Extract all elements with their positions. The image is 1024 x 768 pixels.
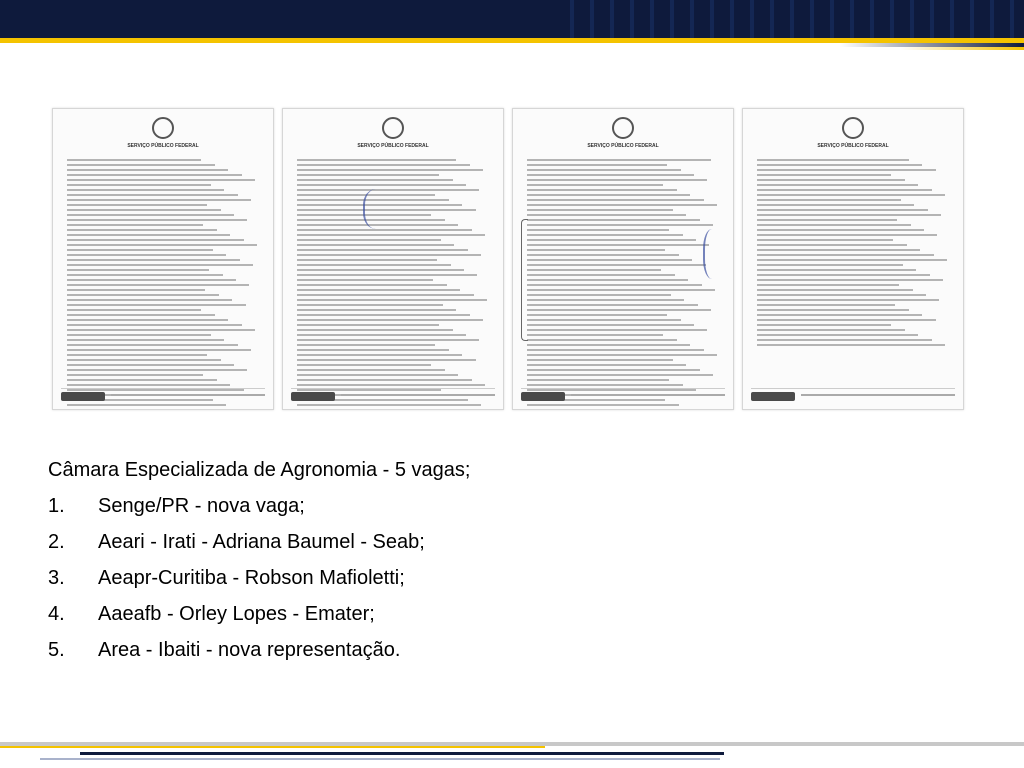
scan-text-line	[297, 304, 443, 306]
scan-text-line	[297, 174, 439, 176]
scanned-page-2	[282, 108, 504, 410]
scan-text-line	[527, 164, 667, 166]
list-item	[48, 560, 948, 596]
bottom-navy-line-light	[40, 758, 720, 760]
scan-text-line	[67, 164, 215, 166]
scan-text-line	[527, 159, 711, 161]
scan-text-line	[527, 329, 707, 331]
scan-text-line	[757, 224, 911, 226]
scan-text-line	[757, 299, 939, 301]
scan-text-line	[527, 304, 698, 306]
scan-text-line	[67, 209, 221, 211]
scan-text-line	[297, 409, 437, 410]
seal-icon	[382, 117, 404, 139]
scan-text-line	[297, 254, 481, 256]
list-number: 4.	[48, 603, 65, 625]
scan-text-line	[527, 194, 690, 196]
bottom-gold-line	[0, 746, 545, 748]
scan-text-line	[527, 199, 704, 201]
scan-text-line	[297, 264, 451, 266]
scan-text-line	[527, 354, 717, 356]
scan-text-line	[67, 169, 228, 171]
scan-header: SERVIÇO PÚBLICO FEDERAL	[817, 143, 889, 149]
scan-text-line	[297, 329, 453, 331]
scan-header: SERVIÇO PÚBLICO FEDERAL	[357, 143, 429, 149]
scan-text-line	[757, 184, 918, 186]
scan-text-line	[67, 249, 213, 251]
bottom-navy-line	[80, 752, 724, 755]
scan-text-line	[527, 234, 683, 236]
scan-text-line	[527, 364, 686, 366]
scan-text-line	[527, 259, 692, 261]
scan-text-line	[757, 179, 905, 181]
scan-text-line	[67, 189, 224, 191]
crea-logo-icon	[61, 392, 105, 401]
scan-text-line	[527, 359, 673, 361]
scan-text-line	[67, 284, 249, 286]
scan-text-line	[527, 379, 669, 381]
scan-text-line	[527, 404, 679, 406]
scan-text-line	[297, 159, 456, 161]
scan-text-line	[757, 204, 914, 206]
scan-text-line	[67, 279, 236, 281]
scan-text-line	[757, 264, 903, 266]
scan-text-line	[67, 264, 253, 266]
scan-text-line	[527, 244, 709, 246]
scan-text-line	[527, 409, 692, 410]
scan-text-line	[527, 369, 700, 371]
scan-text-line	[67, 294, 219, 296]
scan-text-line	[67, 274, 223, 276]
scan-header: SERVIÇO PÚBLICO FEDERAL	[127, 143, 199, 149]
scan-text-line	[527, 189, 677, 191]
scan-text-line	[67, 174, 242, 176]
scan-text-line	[527, 239, 696, 241]
scan-text-line	[297, 284, 447, 286]
scan-text-line	[527, 309, 711, 311]
scan-text-line	[757, 209, 928, 211]
scan-text-line	[67, 384, 230, 386]
scan-text-line	[297, 354, 462, 356]
scan-text-line	[527, 334, 663, 336]
scan-text-line	[527, 279, 688, 281]
scan-text-line	[67, 374, 203, 376]
scan-text-line	[67, 289, 205, 291]
scan-text-line	[67, 234, 230, 236]
scan-text-lines	[297, 159, 489, 379]
scan-text-line	[527, 299, 684, 301]
scan-text-line	[297, 299, 487, 301]
scanned-document-images	[52, 108, 964, 408]
scan-text-line	[757, 229, 924, 231]
scan-text-line	[527, 254, 679, 256]
scan-text-line	[757, 314, 922, 316]
scan-text-line	[297, 324, 439, 326]
scan-text-line	[67, 349, 251, 351]
scan-footer	[291, 388, 495, 403]
list-number: 1.	[48, 495, 65, 517]
scan-text-line	[527, 324, 694, 326]
scan-text-line	[757, 244, 907, 246]
scan-text-line	[527, 264, 706, 266]
list-text: Aaeafb - Orley Lopes - Emater;	[98, 603, 375, 625]
scan-text-line	[757, 319, 936, 321]
scan-text-line	[297, 279, 433, 281]
scan-text-line	[297, 309, 456, 311]
scan-text-line	[527, 344, 690, 346]
scan-text-line	[757, 279, 943, 281]
scan-text-line	[67, 269, 209, 271]
scan-text-line	[67, 214, 234, 216]
slide-heading: Câmara Especializada de Agronomia - 5 vagas;	[48, 459, 471, 481]
scan-text-line	[67, 309, 201, 311]
scan-text-line	[297, 244, 454, 246]
scan-text-line	[527, 314, 667, 316]
scan-text-line	[297, 164, 470, 166]
scan-text-line	[297, 344, 435, 346]
scan-text-line	[67, 404, 226, 406]
scan-text-line	[757, 304, 895, 306]
scan-text-line	[527, 269, 661, 271]
list-text: Area - Ibaiti - nova representação.	[98, 639, 401, 661]
scan-text-line	[757, 164, 922, 166]
scan-text-line	[757, 339, 932, 341]
scan-text-line	[297, 234, 485, 236]
scan-text-line	[67, 204, 207, 206]
list-text: Aeari - Irati - Adriana Baumel - Seab;	[98, 531, 425, 553]
list-item	[48, 524, 948, 560]
scan-text-line	[297, 369, 445, 371]
scan-text-line	[527, 179, 707, 181]
scan-text-line	[297, 289, 460, 291]
scan-text-line	[297, 294, 474, 296]
scan-text-line	[297, 364, 431, 366]
scan-text-line	[757, 274, 930, 276]
scan-text-lines	[757, 159, 949, 379]
scanned-page-3	[512, 108, 734, 410]
scan-text-line	[297, 179, 453, 181]
scan-text-line	[757, 294, 926, 296]
scan-footer	[61, 388, 265, 403]
scan-text-line	[67, 219, 247, 221]
scan-text-line	[527, 384, 683, 386]
scan-text-line	[67, 359, 221, 361]
scan-text-line	[297, 339, 479, 341]
scan-text-line	[527, 214, 686, 216]
handwriting-mark	[703, 229, 725, 279]
scan-text-line	[67, 354, 207, 356]
scan-text-line	[757, 334, 918, 336]
scan-text-line	[67, 409, 240, 410]
scan-text-line	[527, 169, 681, 171]
scan-text-line	[527, 174, 694, 176]
scan-text-line	[67, 194, 238, 196]
scan-header: SERVIÇO PÚBLICO FEDERAL	[587, 143, 659, 149]
scan-text-line	[757, 189, 932, 191]
seal-icon	[152, 117, 174, 139]
scan-text-line	[297, 359, 476, 361]
scan-text-line	[67, 369, 247, 371]
scan-text-line	[757, 199, 901, 201]
scan-text-line	[527, 319, 681, 321]
scan-text-line	[527, 289, 715, 291]
scan-text-line	[297, 314, 470, 316]
list-item	[48, 488, 948, 524]
scan-text-line	[297, 349, 449, 351]
scan-text-line	[67, 329, 255, 331]
list-text: Senge/PR - nova vaga;	[98, 495, 305, 517]
crea-logo-icon	[521, 392, 565, 401]
scan-text-line	[297, 249, 468, 251]
scan-text-line	[527, 249, 665, 251]
scan-text-line	[297, 239, 441, 241]
list-item	[48, 596, 948, 632]
scan-text-line	[757, 174, 891, 176]
scan-text-line	[67, 229, 217, 231]
scan-text-line	[67, 224, 203, 226]
scan-text-line	[527, 274, 675, 276]
scan-text-line	[67, 339, 224, 341]
scan-text-line	[757, 159, 909, 161]
scan-footer	[521, 388, 725, 403]
crea-logo-icon	[751, 392, 795, 401]
scan-text-line	[67, 319, 228, 321]
scan-text-line	[67, 259, 240, 261]
scan-text-line	[527, 284, 702, 286]
scan-text-lines	[67, 159, 259, 379]
scan-text-line	[527, 229, 669, 231]
scan-text-line	[757, 169, 936, 171]
scan-text-line	[67, 244, 257, 246]
scan-text-line	[757, 239, 893, 241]
scan-text-line	[67, 334, 211, 336]
scan-text-line	[527, 294, 671, 296]
scan-text-line	[757, 254, 934, 256]
scan-text-line	[757, 269, 916, 271]
scan-text-line	[757, 344, 945, 346]
scanned-page-1	[52, 108, 274, 410]
top-banner	[0, 0, 1024, 38]
top-banner-pattern	[560, 0, 1024, 38]
scan-text-line	[297, 384, 485, 386]
scan-text-line	[527, 209, 673, 211]
scan-text-line	[297, 379, 472, 381]
scanned-page-4	[742, 108, 964, 410]
scan-text-line	[297, 374, 458, 376]
scan-text-line	[527, 219, 700, 221]
scan-text-line	[67, 184, 211, 186]
scan-text-line	[297, 229, 472, 231]
scan-text-line	[757, 194, 945, 196]
scan-text-line	[67, 304, 246, 306]
scan-text-line	[67, 254, 226, 256]
scan-text-line	[757, 219, 897, 221]
scan-text-line	[297, 404, 481, 406]
scan-text-line	[527, 204, 717, 206]
crea-logo-icon	[291, 392, 335, 401]
scan-text-line	[757, 259, 947, 261]
seal-icon	[612, 117, 634, 139]
scan-text-line	[757, 289, 913, 291]
scan-text-line	[297, 269, 464, 271]
scan-text-line	[67, 299, 232, 301]
scan-text-line	[297, 169, 483, 171]
scan-text-line	[67, 159, 201, 161]
scan-text-line	[67, 344, 238, 346]
scan-text-line	[527, 374, 713, 376]
scan-text-line	[757, 309, 909, 311]
scan-text-line	[757, 324, 891, 326]
seal-icon	[842, 117, 864, 139]
scan-text-line	[297, 259, 437, 261]
scan-text-line	[67, 324, 242, 326]
slide-content	[48, 452, 948, 668]
scan-text-line	[527, 349, 704, 351]
scan-text-line	[297, 319, 483, 321]
handwriting-mark	[363, 189, 395, 229]
list-number: 2.	[48, 531, 65, 553]
scan-text-line	[757, 214, 941, 216]
scan-text-line	[67, 379, 217, 381]
scan-text-line	[297, 274, 477, 276]
scan-text-line	[297, 184, 466, 186]
scan-text-line	[757, 329, 905, 331]
scan-text-line	[527, 184, 663, 186]
list-item	[48, 632, 948, 668]
scan-text-line	[757, 234, 937, 236]
scan-text-line	[527, 339, 677, 341]
list-text: Aeapr-Curitiba - Robson Mafioletti;	[98, 567, 405, 589]
scan-text-line	[67, 179, 255, 181]
scan-text-lines	[527, 159, 719, 379]
list-number: 5.	[48, 639, 65, 661]
list-number: 3.	[48, 567, 65, 589]
scan-text-line	[67, 364, 234, 366]
scan-text-line	[67, 239, 244, 241]
scan-footer	[751, 388, 955, 403]
scan-text-line	[67, 314, 215, 316]
scan-text-line	[757, 249, 920, 251]
scan-text-line	[297, 334, 466, 336]
top-accent-line-gold	[900, 47, 1024, 50]
handwriting-bracket	[521, 219, 528, 341]
scan-text-line	[527, 224, 713, 226]
scan-text-line	[67, 199, 251, 201]
scan-text-line	[757, 284, 899, 286]
